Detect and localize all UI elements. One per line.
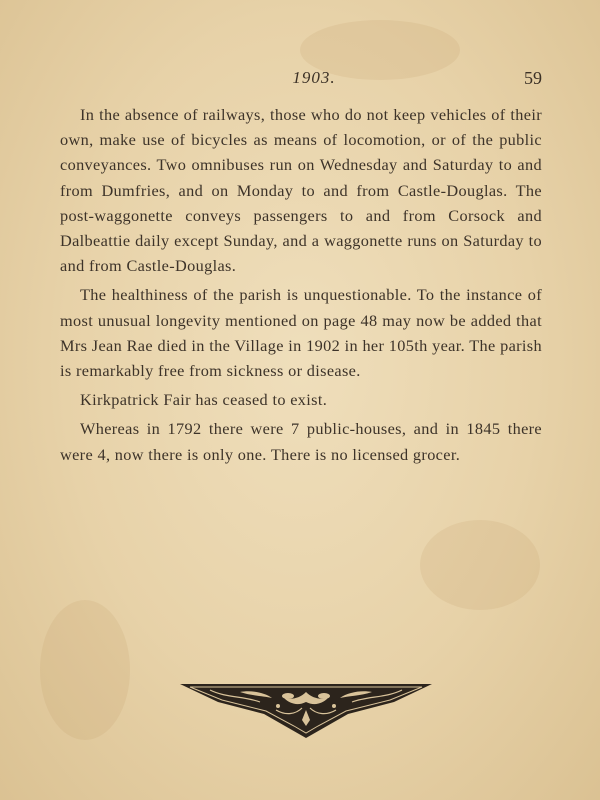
body-text <box>60 102 542 471</box>
running-head: 1903. <box>292 68 336 87</box>
paragraph: In the absence of railways, those who do not keep vehicles of their own, make use of bicycles as means of locomotion, or of the public conveyances. Two omnibuses run on Wednesday and Saturday to and from Dumfries, and on Monday to and from Castle-Douglas. The post-waggonette conveys passengers to and from Corsock and Dalbeattie daily except Sunday, and a waggonette runs on Saturday to and from Castle-Douglas. <box>60 105 542 276</box>
paper-stain <box>420 520 540 610</box>
paragraph: Whereas in 1792 there were 7 public-houses, and in 1845 there were 4, now there is only one. There is no licensed grocer. <box>60 419 542 464</box>
page-header <box>60 68 542 92</box>
page-number: 59 <box>524 68 542 88</box>
paper-stain <box>40 600 130 740</box>
paragraph: Kirkpatrick Fair has ceased to exist. <box>80 390 328 410</box>
tailpiece-ornament-icon <box>180 680 432 738</box>
paragraph: The healthiness of the parish is unquestionable. To the instance of most unusual longevity mentioned on page 48 may now be added that Mrs Jean Rae died in the Village in 1902 in her 105th year. The parish is remarkably free from sickness or disease. <box>60 285 542 381</box>
